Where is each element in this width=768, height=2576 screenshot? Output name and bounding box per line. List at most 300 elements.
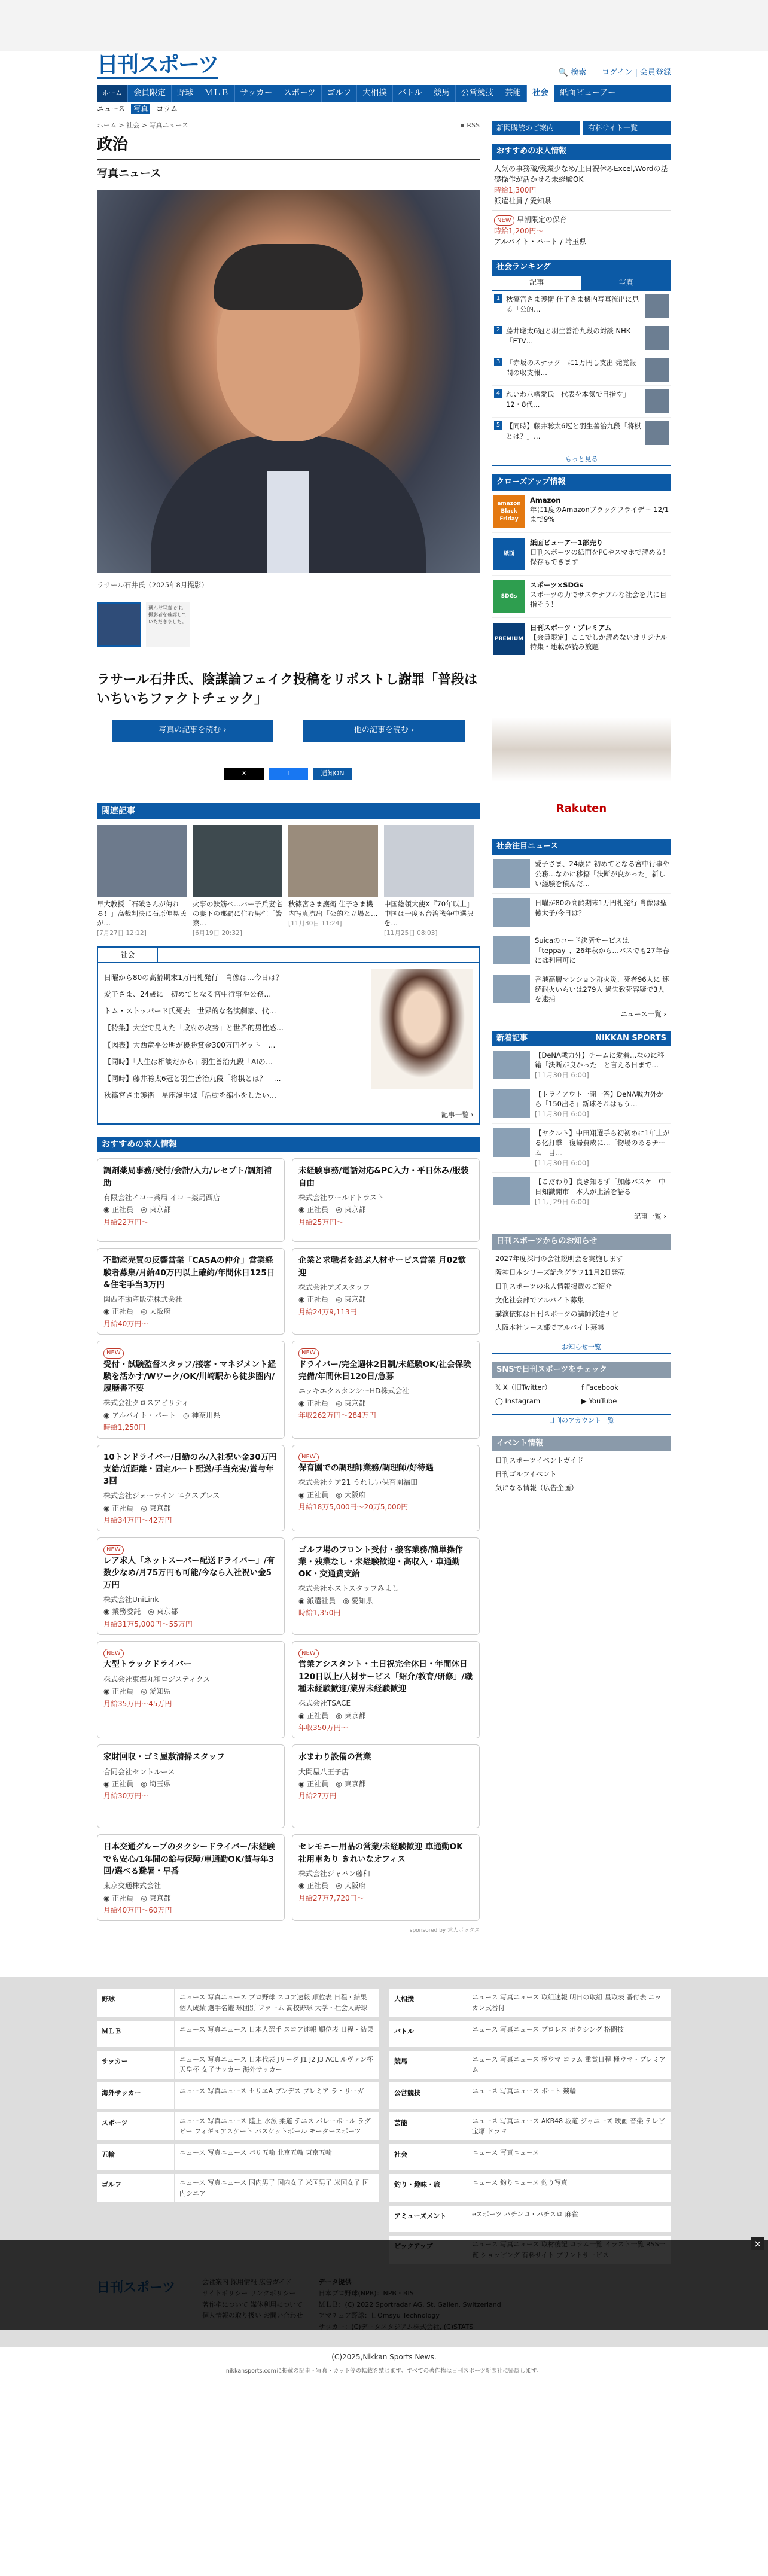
job-area: 東京都 [344, 1205, 366, 1214]
ranking-item[interactable] [492, 291, 671, 322]
share-x-button[interactable]: X [224, 768, 264, 780]
event-title: イベント情報 [492, 1436, 671, 1452]
job-title: 10トンドライバー/日勤のみ/入社祝い金30万円支給/近距離・固定ルート配送/手当充実/賞与年3回 [103, 1452, 277, 1487]
footer-row-links[interactable]: ニュース 写真ニュース 日本代表 Jリーグ J1 J2 J3 ACL ルヴァン杯 天皇杯 女子サッカー 海外サッカー [179, 2055, 373, 2074]
ranking-item[interactable] [492, 386, 671, 418]
job-card[interactable] [292, 1445, 480, 1531]
side-job-item[interactable] [492, 160, 671, 211]
shopping-ad[interactable] [492, 669, 671, 830]
job-area: 東京都 [344, 1295, 366, 1304]
nav-golf[interactable]: ゴルフ [322, 85, 358, 102]
news-item[interactable] [492, 1046, 671, 1085]
event-item[interactable]: 気になる情報（広告企画） [495, 1484, 578, 1493]
info-item[interactable]: 大阪本社レース部でアルバイト募集 [495, 1323, 605, 1332]
event-box [492, 1436, 671, 1498]
closeup-item[interactable] [492, 533, 671, 576]
list-item[interactable]: 日曜から80の高齢期末1万円札発行 肖像は…今日は？ [104, 973, 283, 982]
page-title: 政治 [97, 130, 480, 160]
footer-row-key[interactable]: 芸能 [389, 2112, 467, 2140]
sns-instagram-link[interactable]: ◯ Instagram [495, 1396, 541, 1405]
job-card[interactable] [292, 1248, 480, 1335]
thumbnail-1[interactable] [97, 602, 141, 647]
job-area: 愛知県 [351, 1596, 373, 1605]
site-header [97, 51, 671, 83]
info-item[interactable]: 講演依頼は日刊スポーツの講師派遣ナビ [495, 1309, 619, 1318]
job-company: 株式会社東海丸和ロジスティクス [103, 1674, 211, 1683]
crumb-photo: 写真ニュース [149, 121, 188, 130]
news-more-label: ニュース一覧 [620, 1010, 662, 1019]
job-type: 正社員 [307, 1711, 329, 1720]
photo-caption: ラサール石井氏（2025年8月撮影） [97, 581, 208, 590]
news-date: [11月30日 6:00] [535, 1110, 589, 1119]
ranking-item[interactable] [492, 354, 671, 386]
list-item[interactable]: 秋篠宮さま護衛 星座誕生ば「活動を縮小をしたい… [104, 1091, 277, 1100]
read-other-articles-button[interactable]: 他の記事を読む › [303, 720, 465, 742]
info-box [492, 1234, 671, 1354]
rank-number: 1 [494, 294, 502, 303]
info-item[interactable]: 2027年度採用の会社説明会を実施します [495, 1254, 623, 1263]
footer-row [389, 2174, 671, 2202]
new-articles-box [492, 1031, 671, 1225]
job-title: 家財回収・ゴミ屋敷清掃スタッフ [103, 1752, 225, 1762]
footer-row-key[interactable]: アミューズメント [389, 2206, 467, 2232]
news-thumb [493, 1128, 530, 1157]
nav-koei[interactable]: 公営競技 [456, 85, 499, 102]
related-text: 早大教授「石破さんが侮れる！」高裁判決に石原伸晃氏が… [97, 899, 187, 928]
job-title: 営業アシスタント・土日祝完全休日・年間休日120日以上/人材サービス「紹介/教育/研修」/職種未経験歓迎/業界未経験歓迎 [298, 1660, 473, 1694]
job-title: 日本交通グループのタクシードライバー/未経験でも安心/1年間の給与保障/車通勤OK/賞与年3回/選べる避暑・早番 [103, 1842, 275, 1876]
job-type: 派遣社員 [307, 1596, 336, 1605]
sponsored-label: sponsored by 求人ボックス [409, 1928, 480, 1934]
footer-row-links[interactable]: ニュース 写真ニュース パリ五輪 北京五輪 東京五輪 [179, 2148, 332, 2157]
nav-battle[interactable]: バトル [393, 85, 428, 102]
job-card[interactable] [292, 1158, 480, 1242]
footer-row-links[interactable]: ニュース 写真ニュース ボート 競輪 [472, 2087, 577, 2095]
society-tab-body [98, 963, 479, 1110]
side-top-buttons [492, 121, 671, 135]
photo-thumbnails [97, 602, 480, 647]
related-item[interactable] [193, 825, 282, 938]
footer-row [97, 2112, 379, 2140]
job-pay: 月給40万円〜 [103, 1319, 149, 1328]
sns-box [492, 1362, 671, 1427]
event-list [492, 1451, 671, 1497]
nav-keiba[interactable]: 競馬 [428, 85, 456, 102]
job-title: 保育園での調理師業務/調理師/好待遇 [298, 1463, 434, 1473]
main-photo[interactable] [97, 190, 480, 573]
footer-row-links[interactable]: ニュース 写真ニュース 極ウマ コラム 重賞日程 極ウマ・プレミアム [472, 2055, 666, 2074]
footer-row-links[interactable]: ニュース 写真ニュース セリエA ブンデス プレミア ラ・リーガ [179, 2087, 364, 2095]
news-item[interactable] [492, 855, 671, 894]
job-meta: ◉ 正社員 ◎ 埼玉県 [103, 1780, 171, 1789]
job-type: 正社員 [307, 1295, 329, 1304]
section-subtitle: 写真ニュース [97, 168, 161, 181]
news-thumb [493, 1089, 530, 1118]
news-item[interactable] [492, 970, 671, 1009]
job-meta: ◉ 正社員 ◎ 大阪府 [103, 1307, 171, 1316]
nav-viewer[interactable]: 紙面ビューアー [554, 85, 621, 102]
main-column [97, 121, 480, 1959]
job-area: 東京都 [149, 1893, 171, 1902]
closeup-box [492, 474, 671, 660]
job-pay: 月給40万円〜60万円 [103, 1905, 172, 1914]
job-card[interactable] [292, 1341, 480, 1438]
footer-row-key[interactable]: ＭＬＢ [97, 2021, 175, 2047]
subscription-button[interactable]: 新聞購読のご案内 [492, 121, 580, 135]
job-meta: ◉ アルバイト・パート ◎ 神奈川県 [103, 1411, 221, 1420]
site-logo[interactable]: 日刊スポーツ [97, 54, 218, 79]
photo-shirt-shape [267, 471, 309, 573]
job-type: 業務委託 [112, 1607, 141, 1616]
job-card[interactable] [97, 1445, 285, 1531]
footer-row-key[interactable]: 野球 [97, 1989, 175, 2017]
info-title: 日刊スポーツからのお知らせ [492, 1234, 671, 1250]
news-date: [11月30日 6:00] [535, 1071, 589, 1079]
new-badge: NEW [298, 1348, 319, 1359]
copyright: (C)2025,Nikkan Sports News. [331, 2352, 437, 2361]
job-card[interactable] [292, 1641, 480, 1738]
footer-row-key[interactable]: ゴルフ [97, 2174, 175, 2202]
job-title: 調剤薬局事務/受付/会計/入力/レセプト/調剤補助 [103, 1166, 272, 1188]
sns-grid [492, 1378, 671, 1411]
footer-row-links[interactable]: eスポーツ パチンコ・パチスロ 麻雀 [472, 2210, 578, 2219]
subnav-news[interactable]: ニュース [97, 105, 126, 113]
crumb-home[interactable]: ホーム [97, 121, 117, 130]
news-more-link[interactable]: ニュース一覧 › [620, 1010, 666, 1019]
new-badge: NEW [103, 1348, 124, 1359]
job-company: 有限会社イコー薬局 イコー薬局西店 [103, 1193, 220, 1202]
ad-name: 日刊スポーツ・プレミアム [530, 623, 612, 632]
list-item[interactable]: 【図表】大西竜平公明が優勝賞金300万円ゲット … [104, 1040, 276, 1049]
related-title: 関連記事 [97, 803, 480, 819]
job-area: 東京都 [344, 1780, 366, 1789]
news-date: [11月30日 6:00] [535, 1158, 589, 1167]
job-title: 大型トラックドライバー [103, 1660, 192, 1670]
breadcrumb: ホーム > 社会 > 写真ニュース ▪ RSS [97, 121, 480, 130]
footer-row [389, 2144, 671, 2170]
footer-row-key[interactable]: スポーツ [97, 2112, 175, 2140]
list-item[interactable]: 【同時】藤井聡太6冠と羽生善治九段「将棋とは？」… [104, 1074, 281, 1083]
related-item[interactable] [288, 825, 378, 938]
subnav-photo[interactable]: 写真 [131, 104, 150, 114]
society-news-title: 社会注目ニュース [492, 839, 671, 855]
job-pay: 月給34万円〜42万円 [103, 1516, 172, 1525]
nav-mlb[interactable]: ＭＬＢ [199, 85, 235, 102]
job-company: 株式会社ホストスタッフみよし [298, 1584, 399, 1593]
footer-row-links[interactable]: ニュース 写真ニュース AKB48 坂道 ジャニーズ 映画 音楽 テレビ 宝塚 ドラマ [472, 2117, 665, 2136]
list-item[interactable]: 【特集】大空で見えた「政府の攻勢」と世界的男性感… [104, 1024, 284, 1033]
job-company: 合同会社セントルース [103, 1767, 175, 1776]
job-company: 大問屋八王子店 [298, 1767, 349, 1776]
footer-row-links[interactable]: ニュース 写真ニュース [472, 2148, 540, 2157]
list-item[interactable]: 愛子さま、24歳に 初めてとなる宮中行事や公務… [104, 990, 272, 999]
info-item[interactable]: 阪神日本シリーズ記念グラフ11月2日発売 [495, 1268, 625, 1277]
footer-row-key[interactable]: サッカー [97, 2051, 175, 2079]
society-tab-row [98, 948, 479, 963]
news-text: 日曜が80の高齢期末1万円札発行 肖像は聖徳太子/今日は？ [535, 899, 668, 917]
new-badge: NEW [298, 1649, 319, 1659]
footer-row-key[interactable]: 大相撲 [389, 1989, 467, 2017]
job-company: 関西不動産販売株式会社 [103, 1295, 183, 1304]
subnav-column[interactable]: コラム [156, 105, 178, 113]
side-jobs-title: おすすめの求人情報 [492, 144, 671, 160]
ranking-tabs [492, 276, 671, 291]
side-job-title: 人気の事務職/残業少なめ/土日祝休みExcel,Wordの基礎操作が活かせる未経験OK [494, 165, 668, 184]
event-item[interactable]: 日刊スポーツイベントガイド [495, 1456, 584, 1465]
nav-sports[interactable]: スポーツ [278, 85, 321, 102]
job-card[interactable] [97, 1537, 285, 1635]
job-area: 神奈川県 [191, 1411, 221, 1420]
job-title: 水まわり設備の営業 [298, 1752, 371, 1762]
job-type: 正社員 [307, 1780, 329, 1789]
rank-thumb [645, 358, 669, 382]
news-item[interactable] [492, 894, 671, 931]
job-title: 不動産売買の反響営業「CASAの仲介」営業経験者募集/月給40万円以上確約/年間休日125日&住宅手当3万円 [103, 1256, 275, 1290]
info-item[interactable]: 日刊スポーツの求人情報掲載のご紹介 [495, 1281, 612, 1290]
nav-soccer[interactable]: サッカー [235, 85, 279, 102]
share-facebook-button[interactable]: f [269, 768, 308, 780]
job-card[interactable] [97, 1641, 285, 1738]
thumbnail-2[interactable]: 選んだ写真です。撮影者を確認していただきました。 [146, 602, 190, 647]
job-pay: 月給18万5,000円〜20万5,000円 [298, 1503, 409, 1512]
job-area: 東京都 [149, 1503, 171, 1512]
ranking-title: 社会ランキング [492, 260, 671, 276]
job-title: セレモニー用品の営業/未経験歓迎 車通勤OK 社用車あり きれいなオフィス [298, 1842, 463, 1864]
ranking-tab-photos[interactable]: 写真 [581, 276, 671, 291]
rank-number: 2 [494, 326, 502, 334]
read-photo-article-button[interactable]: 写真の記事を読む › [112, 720, 273, 742]
page [97, 51, 671, 1959]
news-item[interactable] [492, 931, 671, 970]
list-item[interactable]: 【同時】「人生は相談だから」羽生善治九段「AIの… [104, 1057, 273, 1066]
search-label: 検索 [570, 68, 586, 78]
footer-row-links[interactable]: ニュース 写真ニュース 取組速報 明日の取組 星取表 番付表 ニッカン式番付 [472, 1993, 662, 2012]
news-item[interactable] [492, 1124, 671, 1173]
rank-text: 藤井聡太6冠と羽生善治九段の対談 NHK「ETV… [506, 327, 631, 345]
ad-text: スポーツの力でサステナブルな社会を共に目指そう！ [530, 590, 667, 609]
news-item[interactable] [492, 1173, 671, 1211]
job-card[interactable] [97, 1341, 285, 1438]
rank-number: 4 [494, 389, 502, 398]
job-card[interactable] [97, 1158, 285, 1242]
close-icon[interactable]: × [751, 2237, 764, 2250]
related-item[interactable] [97, 825, 187, 938]
job-pay: 年収350万円〜 [298, 1724, 348, 1732]
news-text: 【こだわり】良き知るず「加藤バスケ」中日知識開市 本人が上満を語る [535, 1177, 666, 1196]
job-title: レア求人「ネットスーパー配送ドライバー」/有数少なめ/月75万円も可能/今なら入社祝い金5万円 [103, 1556, 275, 1590]
paid-sites-button[interactable]: 有料サイト一覧 [583, 121, 671, 135]
read-other-articles-label: 他の記事を読む [353, 726, 409, 735]
nav-geino[interactable]: 芸能 [499, 85, 527, 102]
rss-link[interactable]: ▪ RSS [460, 121, 480, 130]
job-area: 大阪府 [344, 1490, 366, 1499]
ranking-item[interactable] [492, 322, 671, 354]
job-pay: 時給1,250円 [103, 1423, 146, 1432]
job-meta: ◉ 正社員 ◎ 東京都 [298, 1780, 366, 1789]
news-thumb [493, 1177, 530, 1205]
job-card[interactable] [97, 1834, 285, 1921]
ad-text: 【会員限定】ここでしか読めないオリジナル特集・連載が読み放題 [530, 633, 668, 651]
job-type: アルバイト・パート [112, 1411, 176, 1420]
news-date: [11月29日 6:00] [535, 1197, 589, 1206]
footer-row-key[interactable]: 公営競技 [389, 2082, 467, 2109]
job-pay: 月給30万円〜 [103, 1792, 149, 1801]
news-thumb [493, 975, 530, 1003]
related-image [384, 825, 474, 897]
job-pay: 時給1,350円 [298, 1609, 341, 1618]
society-photo[interactable] [371, 969, 473, 1089]
crumb-society[interactable]: 社会 [126, 121, 140, 130]
job-pay: 月給25万円〜 [298, 1217, 344, 1226]
login-link[interactable]: ログイン | 会員登録 [602, 68, 671, 78]
rank-number: 3 [494, 358, 502, 366]
sns-more-button[interactable]: 日刊のアカウント一覧 [492, 1414, 671, 1427]
related-text: 火事の鉄筋ベ…バー子兵妻宅の妻下の那覇に住む男性「警察… [193, 899, 282, 928]
related-articles [97, 825, 480, 938]
side-job-pay: 時給1,300円 [494, 186, 537, 195]
photo-hair-shape [214, 244, 363, 310]
footer-row [97, 2021, 379, 2047]
sidebar [492, 121, 671, 1959]
job-card[interactable] [97, 1744, 285, 1828]
footer-row-key[interactable]: 海外サッカー [97, 2082, 175, 2109]
job-card[interactable] [292, 1834, 480, 1921]
job-company: 株式会社UniLink [103, 1595, 159, 1604]
job-type: 正社員 [112, 1205, 134, 1214]
news-text: 香港高層マンション群火災、死者96人に 連続耐火いらいは279人 過失致死容疑で3人を逮捕 [535, 975, 669, 1004]
event-item[interactable]: 日刊ゴルフイベント [495, 1470, 557, 1479]
side-job-item[interactable] [492, 211, 671, 251]
ranking-more-button[interactable]: もっと見る [492, 453, 671, 466]
job-area: 大阪府 [344, 1881, 366, 1890]
footer-row-links[interactable]: ニュース 写真ニュース プロレス ボクシング 格闘技 [472, 2025, 624, 2033]
article-headline[interactable]: ラサール石井氏、陰謀論フェイク投稿をリポストし謝罪「普段はいちいちファクトチェック」 [97, 672, 478, 707]
sub-nav [97, 102, 671, 117]
job-type: 正社員 [112, 1687, 134, 1696]
footer-row [97, 2051, 379, 2079]
info-more-button[interactable]: お知らせ一覧 [492, 1341, 671, 1354]
nav-society[interactable]: 社会 [527, 85, 554, 102]
list-item[interactable]: トム・ストッパード氏死去 世界的な名演劇家、代… [104, 1007, 276, 1016]
rss-label: RSS [467, 121, 480, 130]
related-date: [7月27日 12:12] [97, 930, 147, 937]
related-image [193, 825, 282, 897]
new-articles-header [492, 1031, 671, 1046]
info-item[interactable]: 文化社会部でアルバイト募集 [495, 1295, 584, 1304]
job-company: 株式会社ケア21 うれしい保育園福田 [298, 1478, 418, 1487]
sns-title: SNSで日刊スポーツをチェック [492, 1362, 671, 1378]
footer-row-links[interactable]: ニュース 写真ニュース プロ野球 スコア速報 順位表 日程・結果 個人成績 選手名鑑 球団別 ファーム 高校野球 大学・社会人野球 [179, 1993, 368, 2012]
content-columns [97, 121, 671, 1959]
more-articles-link[interactable]: 記事一覧 › [441, 1110, 474, 1119]
job-company: 株式会社クロスアビリティ [103, 1399, 189, 1408]
job-pay: 年収262万円〜284万円 [298, 1411, 376, 1420]
closeup-item[interactable] [492, 618, 671, 660]
nav-baseball[interactable]: 野球 [172, 85, 199, 102]
new-articles-more[interactable]: 記事一覧 › [633, 1212, 666, 1221]
job-type: 正社員 [112, 1893, 134, 1902]
sns-youtube-link[interactable]: ▶ YouTube [581, 1396, 617, 1405]
footer-row [389, 2051, 671, 2079]
news-text: 【トライアウト一問一答】DeNA戦力外から「150出る」新球それはもう… [535, 1089, 664, 1109]
closeup-item[interactable] [492, 491, 671, 533]
sns-facebook-link[interactable]: f Facebook [581, 1383, 618, 1391]
job-type: 正社員 [307, 1205, 329, 1214]
job-company: 株式会社TSACE [298, 1699, 351, 1708]
footer-row-links[interactable]: ニュース 写真ニュース 陸上 水泳 柔道 テニス バレーボール ラグビー フィギュアスケート バスケットボール モータースポーツ [179, 2117, 371, 2136]
nav-member[interactable]: 会員限定 [128, 85, 172, 102]
search-link[interactable]: 🔍 検索 [558, 68, 586, 78]
job-area: 東京都 [149, 1205, 171, 1214]
copyright-notice: nikkansports.comに掲載の記事・写真・カット等の転載を禁じます。すべての著作権は日刊スポーツ新聞社に帰属します。 [225, 2368, 543, 2375]
top-banner-area [0, 0, 768, 51]
footer-row-key[interactable]: 釣り・趣味・旅 [389, 2174, 467, 2202]
footer-row-links[interactable]: ニュース 釣りニュース 釣り写真 [472, 2178, 568, 2187]
footer-row-key[interactable]: 競馬 [389, 2051, 467, 2079]
society-news-box [492, 839, 671, 1023]
news-item[interactable] [492, 1085, 671, 1124]
job-title: ゴルフ場のフロント受付・接客業務/簡単操作業・残業なし・未経験歓迎・高収入・車通勤OK・交通費支給 [298, 1545, 463, 1579]
nav-sumo[interactable]: 大相撲 [357, 85, 393, 102]
job-company: 株式会社アズスタッフ [298, 1283, 370, 1292]
rank-text: 「赤坂のスナック」に1万円し支出 発覚報問の収支報… [506, 358, 636, 377]
side-job-meta: アルバイト・パート / 埼玉県 [494, 237, 587, 246]
footer-row-key[interactable]: バトル [389, 2021, 467, 2047]
ranking-tab-articles[interactable]: 記事 [492, 276, 581, 291]
rank-text: 【同時】藤井聡太6冠と羽生善治九段「将棋とは？」… [506, 422, 641, 440]
sns-x-label: X（旧Twitter） [502, 1383, 551, 1391]
rank-thumb [645, 326, 669, 350]
footer-row [97, 1989, 379, 2017]
news-text: 【ヤクルト】中田翔選手ら初初めに1年上がる化打撃 復帰費成に…「物場のあるチーム 目… [535, 1128, 670, 1158]
footer-grid [97, 1989, 671, 2264]
rank-thumb [645, 421, 669, 445]
job-meta: ◉ 正社員 ◎ 東京都 [298, 1205, 366, 1214]
more-label: 記事一覧 [441, 1110, 469, 1119]
footer-row-links[interactable]: ニュース 写真ニュース 日本人選手 スコア速報 順位表 日程・結果 [179, 2025, 374, 2033]
new-badge: NEW [103, 1545, 124, 1555]
footer-row [389, 2206, 671, 2232]
footer-row-links[interactable]: ニュース 写真ニュース 国内男子 国内女子 米国男子 米国女子 国内シニア [179, 2178, 369, 2197]
jobs-title: おすすめの求人情報 [97, 1137, 480, 1152]
share-buttons [97, 768, 480, 780]
job-meta: ◉ 派遣社員 ◎ 愛知県 [298, 1596, 373, 1605]
job-meta: ◉ 正社員 ◎ 東京都 [298, 1399, 366, 1408]
news-thumb [493, 859, 530, 888]
viewer-logo: 紙面 [493, 538, 525, 570]
job-card[interactable] [292, 1537, 480, 1635]
ranking-item[interactable] [492, 418, 671, 449]
closeup-item[interactable] [492, 576, 671, 618]
nav-home[interactable]: ホーム [97, 85, 128, 102]
footer-row-key[interactable]: 社会 [389, 2144, 467, 2170]
job-pay: 月給27万円 [298, 1792, 337, 1801]
new-badge: NEW [298, 1453, 319, 1463]
related-image [288, 825, 378, 897]
related-image [97, 825, 187, 897]
related-item[interactable] [384, 825, 474, 938]
job-area: 東京都 [344, 1399, 366, 1408]
notify-on-button[interactable]: 通知ON [313, 768, 352, 780]
ad-text: 日刊スポーツの紙面をPCやスマホで読める！保存もできます [530, 548, 669, 567]
footer-row-key[interactable]: 五輪 [97, 2144, 175, 2170]
job-card[interactable] [292, 1744, 480, 1828]
overlay-banner[interactable] [0, 2240, 768, 2330]
job-card[interactable] [97, 1248, 285, 1335]
rank-text: れいわ八幡愛氏「代表を本気で目指す」12・8代… [506, 390, 630, 409]
sns-x-link[interactable]: 𝕏 X（旧Twitter） [495, 1383, 551, 1391]
tab-society[interactable]: 社会 [98, 948, 158, 962]
